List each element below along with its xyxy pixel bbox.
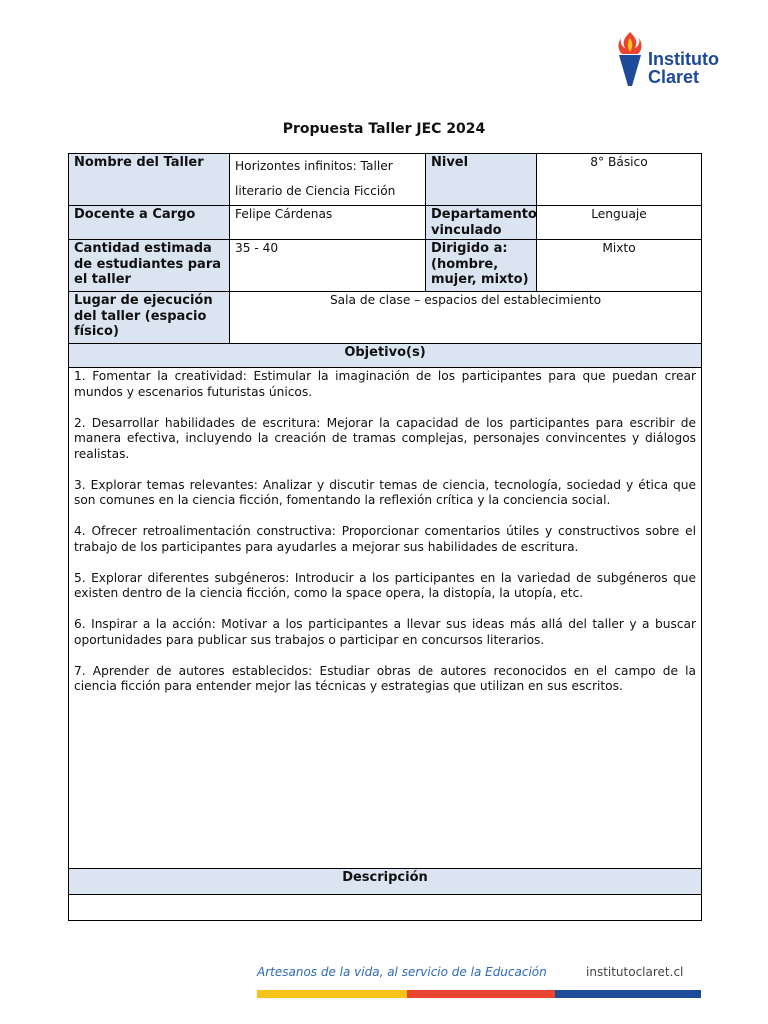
row-docente-departamento	[69, 206, 702, 240]
row-lugar	[69, 292, 702, 344]
objetivos-list	[69, 368, 702, 869]
institute-logo	[612, 28, 752, 94]
row-objetivos	[69, 368, 702, 869]
row-objetivos-header	[69, 344, 702, 368]
descripcion-header: Descripción	[69, 869, 702, 895]
proposal-table	[68, 153, 702, 921]
institute-name-line1: Instituto	[648, 49, 719, 69]
footer-bar-yellow	[257, 990, 407, 998]
footer-bar-red	[407, 990, 555, 998]
footer-slogan: Artesanos de la vida, al servicio de la Educación	[257, 965, 547, 979]
descripcion-body	[69, 895, 702, 921]
nombre-label: Nombre del Taller	[69, 154, 230, 206]
objetivo-item: 2. Desarrollar habilidades de escritura: Mejorar la capacidad de los participantes para escribir de manera efectiva, incluyendo la creación de tramas complejas, personajes convincentes y diálogos realistas.	[74, 415, 696, 461]
lugar-label: Lugar de ejecución del taller (espacio físico)	[69, 292, 230, 344]
dirigido-label: Dirigido a: (hombre, mujer, mixto)	[426, 240, 537, 292]
objetivo-item: 6. Inspirar a la acción: Motivar a los participantes a llevar sus ideas más allá del taller y a buscar oportunidades para publicar sus trabajos o participar en concursos literarios.	[74, 617, 696, 647]
cantidad-value: 35 - 40	[230, 240, 426, 292]
page-title: Propuesta Taller JEC 2024	[282, 121, 486, 137]
docente-label: Docente a Cargo	[69, 206, 230, 240]
cantidad-label: Cantidad estimada de estudiantes para el taller	[69, 240, 230, 292]
torch-icon	[612, 28, 648, 90]
nivel-label: Nivel	[426, 154, 537, 206]
row-cantidad-dirigido	[69, 240, 702, 292]
footer-url[interactable]: institutoclaret.cl	[586, 965, 684, 979]
objetivos-header: Objetivo(s)	[69, 344, 702, 368]
docente-value: Felipe Cárdenas	[230, 206, 426, 240]
nivel-value: 8° Básico	[537, 154, 702, 206]
objetivo-item: 1. Fomentar la creatividad: Estimular la imaginación de los participantes para que puedan crear mundos y escenarios futuristas únicos.	[74, 369, 696, 399]
lugar-value: Sala de clase – espacios del establecimiento	[230, 292, 702, 344]
objetivo-item: 4. Ofrecer retroalimentación constructiva: Proporcionar comentarios útiles y constructivos sobre el trabajo de los participantes para ayudarles a mejorar sus habilidades de escritura.	[74, 524, 696, 554]
footer-bar-blue	[555, 990, 701, 998]
objetivo-item: 3. Explorar temas relevantes: Analizar y discutir temas de ciencia, tecnología, sociedad y ética que son comunes en la ciencia ficción, fomentando la reflexión crítica y la conciencia social.	[74, 477, 696, 507]
dirigido-value: Mixto	[537, 240, 702, 292]
institute-name-line2: Claret	[648, 67, 700, 87]
departamento-value: Lenguaje	[537, 206, 702, 240]
nombre-value: Horizontes infinitos: Taller literario de Ciencia Ficción	[230, 154, 426, 206]
row-nombre-nivel	[69, 154, 702, 206]
departamento-label: Departamento vinculado	[426, 206, 537, 240]
objetivo-item: 7. Aprender de autores establecidos: Estudiar obras de autores reconocidos en el campo de la ciencia ficción para entender mejor las técnicas y estrategias que utilizan en sus escritos.	[74, 663, 696, 693]
objetivo-item: 5. Explorar diferentes subgéneros: Introducir a los participantes en la variedad de subgéneros que existen dentro de la ciencia ficción, como la space opera, la distopía, la utopía, etc.	[74, 570, 696, 600]
row-descripcion-body	[69, 895, 702, 921]
institute-name	[648, 50, 719, 86]
row-descripcion-header	[69, 869, 702, 895]
